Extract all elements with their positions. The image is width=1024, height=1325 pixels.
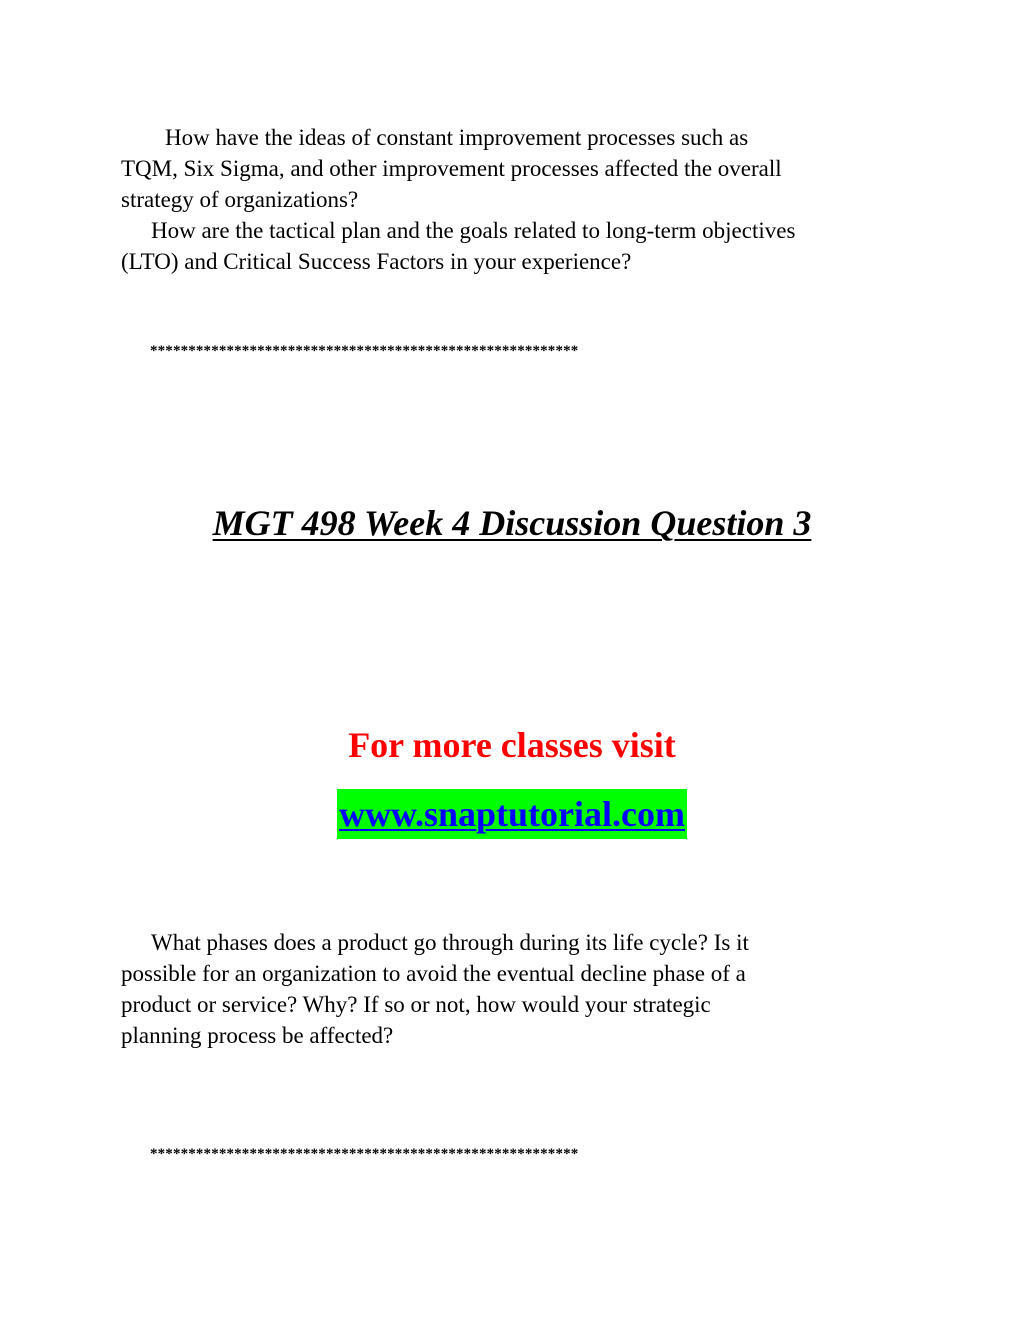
separator-top: ******************************************************** [150, 343, 579, 359]
question-line: (LTO) and Critical Success Factors in your experience? [121, 249, 632, 274]
question-paragraph-bottom [121, 927, 921, 1051]
question-paragraph-top [121, 122, 921, 277]
promo-text: For more classes visit [348, 725, 676, 765]
question-line: How are the tactical plan and the goals related to long-term objectives [151, 218, 796, 243]
question-line: possible for an organization to avoid the eventual decline phase of a [121, 961, 746, 986]
question-line: What phases does a product go through during its life cycle? Is it [151, 930, 749, 955]
question-line: TQM, Six Sigma, and other improvement processes affected the overall [121, 156, 782, 181]
separator-bottom: ******************************************************** [150, 1146, 579, 1162]
document-title: MGT 498 Week 4 Discussion Question 3 [212, 503, 812, 543]
question-line: strategy of organizations? [121, 187, 359, 212]
website-link[interactable]: www.snaptutorial.com [337, 789, 687, 839]
question-line: product or service? Why? If so or not, how would your strategic [121, 992, 711, 1017]
promo-link-wrapper [0, 789, 1024, 839]
question-line: planning process be affected? [121, 1023, 394, 1048]
question-line: How have the ideas of constant improvement processes such as [165, 125, 749, 150]
